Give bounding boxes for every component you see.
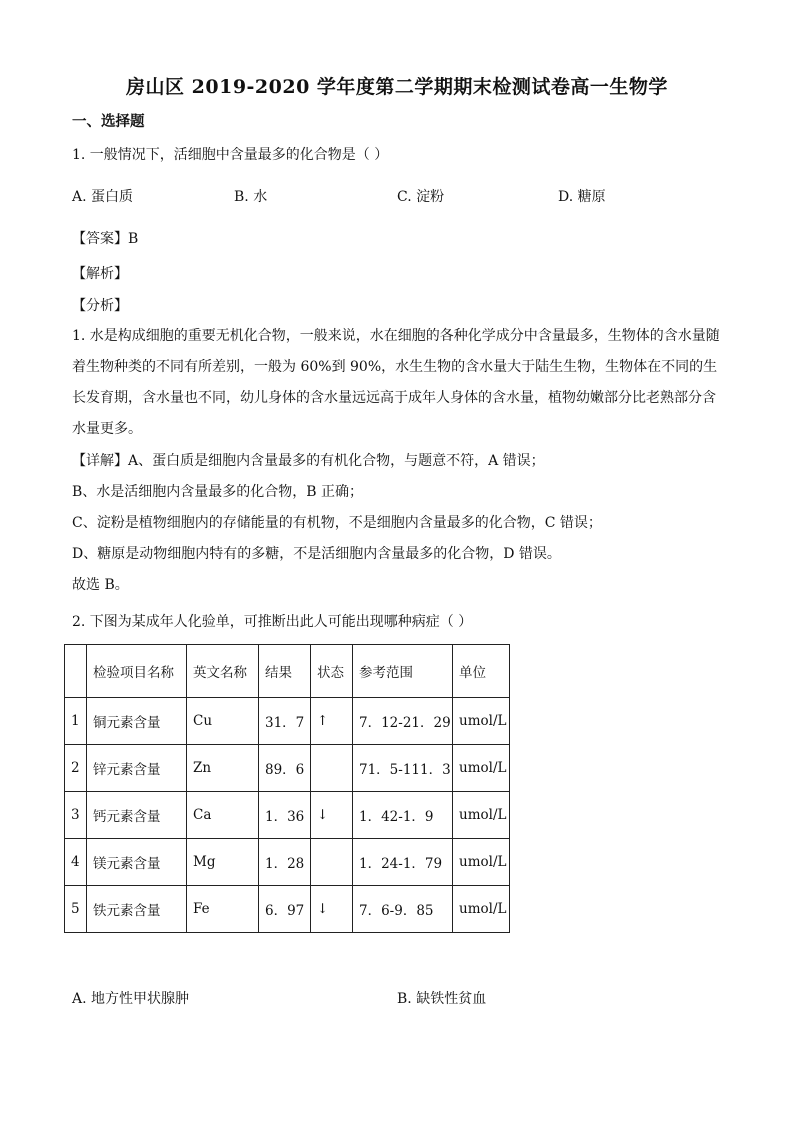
table-header-row [65,645,510,698]
table-cell: 2 [65,745,87,792]
table-cell: 3 [65,792,87,839]
q1-detail-line: C、淀粉是植物细胞内的存储能量的有机物，不是细胞内含量最多的化合物，C 错误； [72,515,602,531]
table-cell: 1．28 [259,839,311,886]
question-2-stem: 2. 下图为某成年人化验单，可推断出此人可能出现哪种病症（ ） [72,614,473,630]
table-cell: ↓ [311,886,353,933]
table-cell: ↓ [311,792,353,839]
table-header-cell: 状态 [311,645,353,698]
table-header-cell: 检验项目名称 [87,645,187,698]
table-cell: umol/L [453,698,510,745]
q1-option-c: C. 淀粉 [397,189,445,205]
table-header-cell [65,645,87,698]
lab-report-table [64,644,510,933]
table-cell: Zn [187,745,259,792]
table-cell: umol/L [453,886,510,933]
table-row [65,745,510,792]
table-cell: 89．6 [259,745,311,792]
table-cell: 31．7 [259,698,311,745]
document-title: 房山区 2019-2020 学年度第二学期期末检测试卷高一生物学 [126,76,668,98]
table-cell [311,839,353,886]
q1-fenxi-label: 【分析】 [72,298,128,314]
table-cell: 铜元素含量 [87,698,187,745]
q1-fenxi-text: 1. 水是构成细胞的重要无机化合物，一般来说，水在细胞的各种化学成分中含量最多，生物体的含水量随着生物种类的不同有所差别，一般为 60%到 90%，水生生物的含水量大于陆生生物，生物体在不同的生长发育期，含水量也不同，幼儿身体的含水量远远高于成年人身体的含水量，植物幼嫩部分比老熟部分含水量更多。 [72,328,720,437]
table-cell: 1．42-1．9 [353,792,453,839]
table-cell: 71．5-111．3 [353,745,453,792]
table-row [65,792,510,839]
table-cell: Fe [187,886,259,933]
table-cell: 7．6-9．85 [353,886,453,933]
table-cell: Ca [187,792,259,839]
q1-option-b: B. 水 [234,189,268,205]
q1-detail-line: 故选 B。 [72,577,129,593]
table-cell: umol/L [453,792,510,839]
table-cell: ↑ [311,698,353,745]
table-cell: 1 [65,698,87,745]
q1-analysis-label: 【解析】 [72,266,128,282]
q1-option-a: A. 蛋白质 [72,189,134,205]
table-cell: Cu [187,698,259,745]
q2-option-a: A. 地方性甲状腺肿 [72,991,190,1007]
table-cell: 锌元素含量 [87,745,187,792]
q1-detail-line: D、糖原是动物细胞内特有的多糖，不是活细胞内含量最多的化合物，D 错误。 [72,546,561,562]
table-header-cell: 参考范围 [353,645,453,698]
q1-detail-line: 【详解】A、蛋白质是细胞内含量最多的有机化合物，与题意不符，A 错误； [72,453,545,469]
question-1-stem: 1. 一般情况下，活细胞中含量最多的化合物是（ ） [72,147,389,163]
table-cell: 4 [65,839,87,886]
q1-answer: 【答案】B [72,231,139,247]
table-cell: 钙元素含量 [87,792,187,839]
table-cell: 6．97 [259,886,311,933]
q1-option-d: D. 糖原 [558,189,606,205]
table-row [65,698,510,745]
table-cell: 1．36 [259,792,311,839]
table-cell: 7．12-21．29 [353,698,453,745]
table-cell: umol/L [453,745,510,792]
table-cell: 铁元素含量 [87,886,187,933]
table-cell: umol/L [453,839,510,886]
table-header-cell: 单位 [453,645,510,698]
table-header-cell: 结果 [259,645,311,698]
table-cell: Mg [187,839,259,886]
table-cell [311,745,353,792]
table-cell: 1．24-1．79 [353,839,453,886]
section-heading: 一、选择题 [72,113,145,130]
table-cell: 5 [65,886,87,933]
q1-detail-line: B、水是活细胞内含量最多的化合物，B 正确； [72,484,364,500]
q2-option-b: B. 缺铁性贫血 [397,991,487,1007]
table-row [65,886,510,933]
table-header-cell: 英文名称 [187,645,259,698]
table-cell: 镁元素含量 [87,839,187,886]
table-row [65,839,510,886]
